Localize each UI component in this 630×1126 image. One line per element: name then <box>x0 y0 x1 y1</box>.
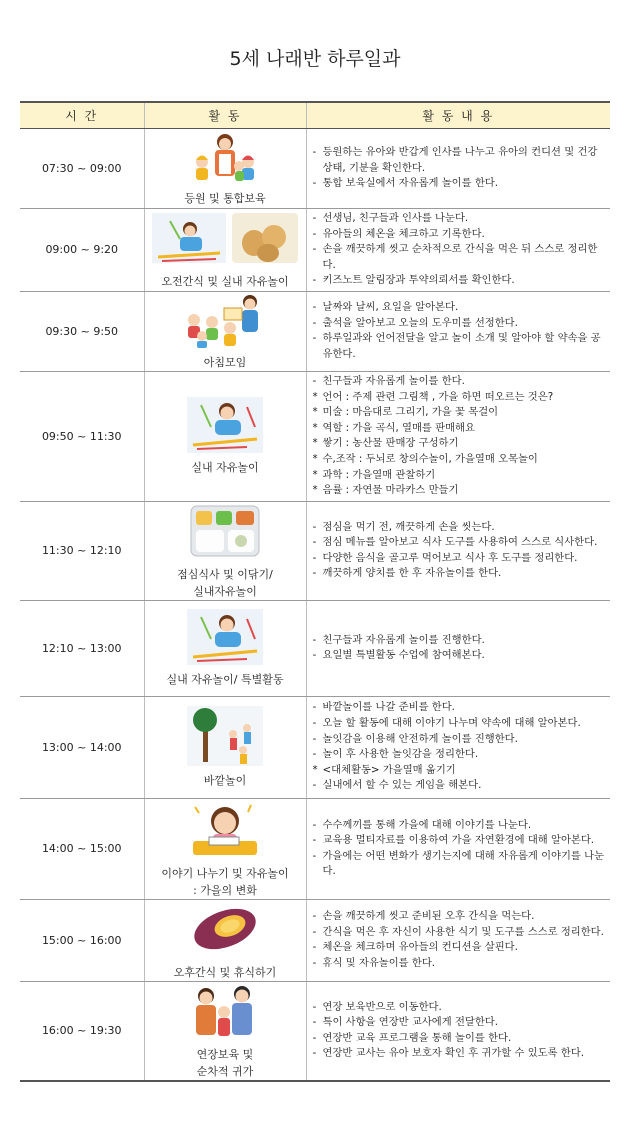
activity-cell <box>144 291 306 371</box>
content-cell <box>306 209 610 292</box>
content-text: 휴식 및 자유놀이를 한다. <box>322 956 436 969</box>
family-icon <box>145 982 306 1044</box>
content-line <box>313 468 607 484</box>
table-row <box>20 501 610 600</box>
bullet-mark: - <box>312 551 317 564</box>
content-line <box>313 716 607 732</box>
content-text: 수수께끼를 통해 가을에 대해 이야기를 나눈다. <box>322 818 532 831</box>
activity-cell <box>144 981 306 1081</box>
bullet-mark: - <box>312 779 317 792</box>
table-row <box>20 209 610 292</box>
content-line <box>313 648 607 664</box>
content-text: 친구들과 자유롭게 놀이를 진행한다. <box>322 633 485 646</box>
table-row <box>20 981 610 1081</box>
content-line <box>313 633 607 649</box>
content-text: 유아들의 체온을 체크하고 기록한다. <box>322 227 485 240</box>
table-row <box>20 798 610 899</box>
sweet-potato-icon <box>145 900 306 962</box>
content-text: 오늘 할 활동에 대해 이야기 나누며 약속에 대해 알아본다. <box>322 717 581 730</box>
header-time: 시 간 <box>20 102 144 129</box>
activity-label: 등원 및 통합보육 <box>184 192 266 205</box>
content-line <box>313 747 607 763</box>
activity-label: 이야기 나누기 및 자유놀이 <box>161 866 289 880</box>
bullet-mark: - <box>312 818 317 831</box>
content-text: 가을에는 어떤 변화가 생기는지에 대해 자유롭게 이야기를 나눈다. <box>322 849 605 878</box>
time-cell: 13:00 ~ 14:00 <box>20 696 144 798</box>
table-row <box>20 371 610 501</box>
time-cell: 12:10 ~ 13:00 <box>20 600 144 696</box>
table-row <box>20 696 610 798</box>
content-text: 역할 : 가을 곡식, 열매를 판매해요 <box>322 421 475 434</box>
content-text: 손을 깨끗하게 씻고 순차적으로 간식을 먹은 뒤 스스로 정리한다. <box>322 243 598 271</box>
content-text: 날짜와 날씨, 요일을 알아본다. <box>322 301 459 314</box>
time-cell: 09:50 ~ 11:30 <box>20 371 144 501</box>
content-line <box>313 535 607 551</box>
content-line <box>313 483 607 499</box>
content-line <box>313 316 607 332</box>
content-line <box>313 520 607 536</box>
content-text: 깨끗하게 양치를 한 후 자유놀이를 한다. <box>322 567 502 580</box>
content-text: 연장반 교사는 유아 보호자 확인 후 귀가할 수 있도록 한다. <box>322 1047 585 1060</box>
content-line <box>313 145 607 176</box>
bullet-mark: - <box>312 567 317 580</box>
activity-cell <box>144 371 306 501</box>
content-text: 키즈노트 알림장과 투약의뢰서를 확인한다. <box>322 274 515 287</box>
content-line <box>313 551 607 567</box>
activity-cell <box>144 899 306 981</box>
content-text: 점심을 먹기 전, 깨끗하게 손을 씻는다. <box>322 520 495 533</box>
header-activity: 활 동 <box>144 102 306 129</box>
content-text: 연장 보육반으로 이동한다. <box>322 1000 442 1013</box>
bullet-mark: * <box>312 452 318 465</box>
content-text: 실내에서 할 수 있는 게임을 해본다. <box>322 779 482 792</box>
content-line <box>313 925 607 941</box>
content-text: 체온을 체크하며 유아들의 컨디션을 살핀다. <box>322 941 518 954</box>
content-line <box>313 452 607 468</box>
content-cell <box>306 371 610 501</box>
bullet-mark: - <box>312 1031 317 1044</box>
activity-label: 실내자유놀이 <box>193 584 257 598</box>
content-cell <box>306 291 610 371</box>
content-cell <box>306 899 610 981</box>
content-line <box>313 818 607 834</box>
activity-cell <box>144 209 306 292</box>
bullet-mark: - <box>312 536 317 549</box>
activity-label: : 가을의 변화 <box>193 883 257 897</box>
content-text: <대체활동> 가을열매 옮기기 <box>322 763 456 776</box>
bullet-mark: - <box>312 520 317 533</box>
snack-and-drawing-icon <box>145 209 306 271</box>
content-text: 과학 : 가을열매 관찰하기 <box>322 468 436 481</box>
content-line <box>313 1046 607 1062</box>
time-cell: 11:30 ~ 12:10 <box>20 501 144 600</box>
bullet-mark: - <box>312 146 317 159</box>
activity-label: 오전간식 및 실내 자유놀이 <box>161 275 289 289</box>
bullet-mark: - <box>312 849 317 862</box>
activity-label: 오후간식 및 휴식하기 <box>173 965 277 979</box>
bullet-mark: - <box>312 1016 317 1029</box>
activity-label: 점심식사 및 이닦기/ <box>177 567 273 581</box>
bullet-mark: - <box>312 956 317 969</box>
content-text: 하루일과와 언어전달을 알고 놀이 소개 및 알아야 할 약속을 공유한다. <box>322 332 601 361</box>
content-text: 바깥놀이를 나갈 준비를 한다. <box>322 701 455 714</box>
content-text: 쌓기 : 농산물 판매장 구성하기 <box>322 437 459 450</box>
content-text: 음률 : 자연물 마라카스 만들기 <box>322 484 459 497</box>
bullet-mark: * <box>312 437 318 450</box>
time-cell: 09:00 ~ 9:20 <box>20 209 144 292</box>
bullet-mark: - <box>312 1000 317 1013</box>
table-header-row <box>20 102 610 129</box>
circle-time-icon <box>145 292 306 352</box>
bullet-mark: * <box>312 390 318 403</box>
activity-cell <box>144 798 306 899</box>
content-text: 통합 보육실에서 자유롭게 놀이를 한다. <box>322 177 499 190</box>
bullet-mark: - <box>312 1047 317 1060</box>
bullet-mark: - <box>312 748 317 761</box>
child-drawing-icon <box>145 397 306 457</box>
activity-label: 순차적 귀가 <box>196 1064 254 1078</box>
girl-at-desk-icon <box>145 799 306 863</box>
content-line <box>313 331 607 362</box>
bullet-mark: - <box>312 717 317 730</box>
content-line <box>313 909 607 925</box>
content-text: 교육용 멀티자료를 이용하여 가을 자연환경에 대해 알아본다. <box>322 834 595 847</box>
daily-schedule-table <box>20 101 610 1082</box>
content-line <box>313 421 607 437</box>
activity-label: 실내 자유놀이/ 특별활동 <box>166 672 284 686</box>
bullet-mark: - <box>312 332 317 345</box>
bullet-mark: - <box>312 227 317 240</box>
content-cell <box>306 798 610 899</box>
content-line <box>313 763 607 779</box>
content-text: 언어 : 주제 관련 그림책 , 가을 하면 떠오르는 것은? <box>322 390 554 403</box>
bullet-mark: - <box>312 941 317 954</box>
bullet-mark: * <box>312 468 318 481</box>
activity-cell <box>144 600 306 696</box>
content-line <box>313 849 607 880</box>
bullet-mark: - <box>312 910 317 923</box>
content-line <box>313 833 607 849</box>
content-line <box>313 273 607 289</box>
content-text: 친구들과 자유롭게 놀이를 한다. <box>322 374 465 387</box>
bullet-mark: - <box>312 177 317 190</box>
content-line <box>313 956 607 972</box>
content-cell <box>306 129 610 209</box>
bullet-mark: - <box>312 633 317 646</box>
content-line <box>313 374 607 390</box>
bullet-mark: - <box>312 649 317 662</box>
page-title: 5세 나래반 하루일과 <box>229 48 401 70</box>
content-line <box>313 300 607 316</box>
content-text: 다양한 음식을 골고루 먹어보고 식사 후 도구를 정리한다. <box>322 551 578 564</box>
time-cell: 07:30 ~ 09:00 <box>20 129 144 209</box>
content-cell <box>306 981 610 1081</box>
content-line <box>313 227 607 243</box>
child-drawing-icon <box>145 609 306 669</box>
content-text: 등원하는 유아와 반갑게 인사를 나누고 유아의 컨디션 및 건강상태, 기분을 확인한다. <box>322 146 598 174</box>
time-cell: 15:00 ~ 16:00 <box>20 899 144 981</box>
content-text: 점심 메뉴를 알아보고 식사 도구를 사용하여 스스로 식사한다. <box>322 536 598 549</box>
bullet-mark: - <box>312 834 317 847</box>
content-text: 손을 깨끗하게 씻고 준비된 오후 간식을 먹는다. <box>322 910 535 923</box>
bullet-mark: - <box>312 316 317 329</box>
content-text: 놀잇감을 이용해 안전하게 놀이를 진행한다. <box>322 732 518 745</box>
lunch-tray-icon <box>145 502 306 564</box>
content-text: 선생님, 친구들과 인사를 나눈다. <box>322 212 469 224</box>
content-cell <box>306 696 610 798</box>
content-line <box>313 405 607 421</box>
outdoor-play-icon <box>145 706 306 770</box>
content-cell <box>306 501 610 600</box>
time-cell: 14:00 ~ 15:00 <box>20 798 144 899</box>
bullet-mark: * <box>312 763 318 776</box>
content-text: 요일별 특별활동 수업에 참여해본다. <box>322 649 485 662</box>
teacher-children-icon <box>145 130 306 188</box>
bullet-mark: - <box>312 243 317 256</box>
content-line <box>313 242 607 273</box>
table-row <box>20 899 610 981</box>
bullet-mark: - <box>312 274 317 287</box>
activity-cell <box>144 129 306 209</box>
content-line <box>313 1000 607 1016</box>
content-line <box>313 940 607 956</box>
table-row <box>20 129 610 209</box>
content-line <box>313 176 607 192</box>
content-line <box>313 436 607 452</box>
bullet-mark: - <box>312 925 317 938</box>
header-content: 활 동 내 용 <box>306 102 610 129</box>
table-row <box>20 600 610 696</box>
time-cell: 16:00 ~ 19:30 <box>20 981 144 1081</box>
content-text: 간식을 먹은 후 자신이 사용한 식기 및 도구를 스스로 정리한다. <box>322 925 604 938</box>
content-text: 수,조작 : 두뇌로 창의수놀이, 가을열매 오목놀이 <box>322 452 538 465</box>
bullet-mark: - <box>312 732 317 745</box>
content-text: 연장반 교육 프로그램을 통해 놀이를 한다. <box>322 1031 512 1044</box>
content-text: 미술 : 마음대로 그리기, 가을 꽃 목걸이 <box>322 406 499 419</box>
content-line <box>313 732 607 748</box>
content-line <box>313 390 607 406</box>
activity-cell <box>144 501 306 600</box>
bullet-mark: - <box>312 701 317 714</box>
time-cell: 09:30 ~ 9:50 <box>20 291 144 371</box>
activity-label: 바깥놀이 <box>203 773 247 787</box>
content-line <box>313 700 607 716</box>
content-cell <box>306 600 610 696</box>
bullet-mark: - <box>312 212 317 224</box>
content-line <box>313 1031 607 1047</box>
bullet-mark: * <box>312 421 318 434</box>
content-text: 출석을 알아보고 오늘의 도우미를 선정한다. <box>322 316 518 329</box>
content-text: 놀이 후 사용한 놀잇감을 정리한다. <box>322 748 479 761</box>
content-line <box>313 211 607 227</box>
table-row <box>20 291 610 371</box>
bullet-mark: * <box>312 406 318 419</box>
content-line <box>313 1015 607 1031</box>
bullet-mark: - <box>312 301 317 314</box>
activity-label: 실내 자유놀이 <box>191 460 259 474</box>
content-text: 특이 사항을 연장반 교사에게 전달한다. <box>322 1016 499 1029</box>
activity-label: 아침모임 <box>203 355 247 369</box>
activity-label: 연장보육 및 <box>196 1047 254 1061</box>
bullet-mark: - <box>312 374 317 387</box>
activity-cell <box>144 696 306 798</box>
content-line <box>313 566 607 582</box>
bullet-mark: * <box>312 484 318 497</box>
content-line <box>313 778 607 794</box>
